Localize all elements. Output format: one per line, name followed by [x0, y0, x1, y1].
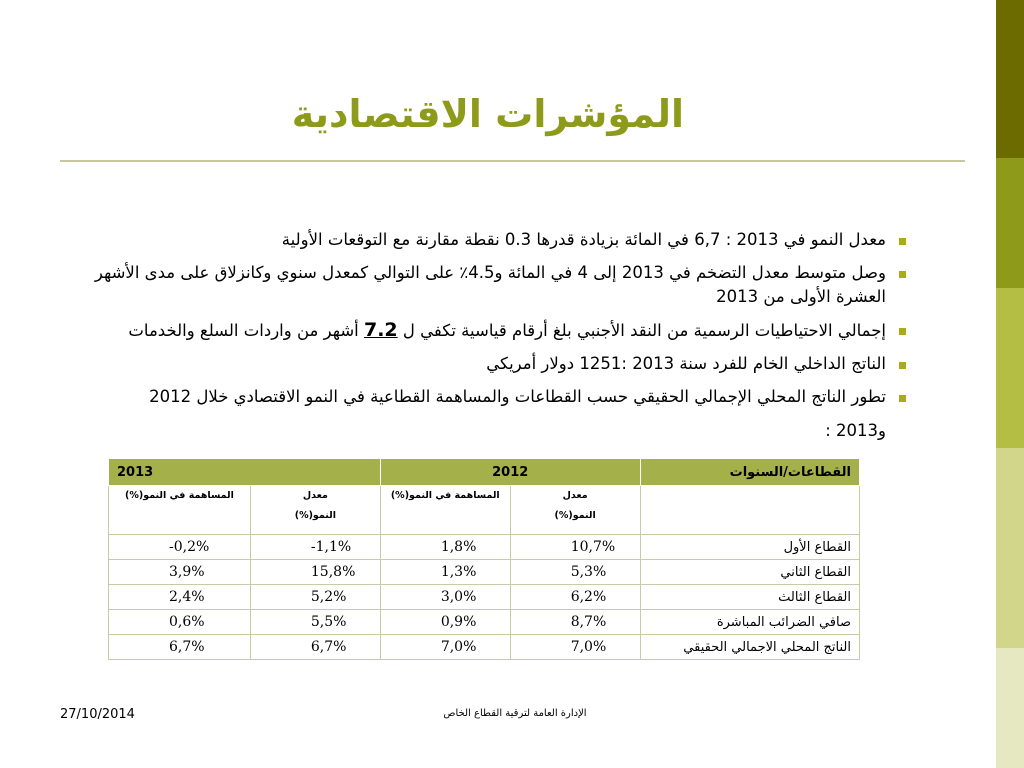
square-bullet-icon — [899, 362, 906, 369]
sector-name: الناتج المحلي الاجمالي الحقيقي — [640, 635, 859, 660]
bullet-continuation: و2013 : — [825, 421, 886, 440]
bullet-text: معدل النمو في 2013 : 6,7 في المائة بزيادة قدرها 0.3 نقطة مقارنة مع التوقعات الأولية — [281, 230, 886, 249]
header-year-2012: 2012 — [380, 459, 640, 486]
growth-2013-cell: 5,2% — [250, 585, 380, 610]
subheader-empty — [640, 486, 859, 535]
table-row — [109, 585, 860, 610]
growth-2013-cell: 5,5% — [250, 610, 380, 635]
sector-name: صافي الضرائب المباشرة — [640, 610, 859, 635]
subheader-contrib-2012: المساهمة في النمو(%) — [380, 486, 510, 535]
contrib-2013-cell: 0,6% — [109, 610, 251, 635]
header-sectors: القطاعات/السنوات — [640, 459, 859, 486]
bullet-item — [82, 318, 912, 343]
square-bullet-icon — [899, 395, 906, 402]
square-bullet-icon — [899, 271, 906, 278]
contrib-2013-cell: 2,4% — [109, 585, 251, 610]
square-bullet-icon — [899, 238, 906, 245]
bullet-item — [82, 352, 912, 376]
growth-2013-cell: -1,1% — [250, 535, 380, 560]
sector-name: القطاع الثالث — [640, 585, 859, 610]
sector-name: القطاع الثاني — [640, 560, 859, 585]
table-row — [109, 535, 860, 560]
bullet-text: وصل متوسط معدل التضخم في 2013 إلى 4 في المائة و4.5٪ على التوالي كمعدل سنوي وكانزلاق على مدى الأشهر العشرة الأولى من 2013 — [94, 263, 886, 306]
growth-2012-cell: 8,7% — [510, 610, 640, 635]
table-row — [109, 635, 860, 660]
contrib-2012-cell: 7,0% — [380, 635, 510, 660]
contrib-2013-cell: 3,9% — [109, 560, 251, 585]
contrib-2013-cell: 6,7% — [109, 635, 251, 660]
bullet-item — [82, 261, 912, 309]
growth-2012-cell: 7,0% — [510, 635, 640, 660]
footer-organization: الإدارة العامة لترقية القطاع الخاص — [443, 708, 587, 719]
table-subheader-row — [109, 486, 860, 535]
title-divider — [60, 160, 965, 162]
subheader-text: النمو(%) — [294, 510, 336, 521]
growth-2013-cell: 15,8% — [250, 560, 380, 585]
subheader-text: النمو(%) — [554, 510, 596, 521]
side-bar-segment — [996, 0, 1024, 158]
bullet-list — [82, 228, 912, 452]
decorative-side-bars — [996, 0, 1024, 768]
side-bar-segment — [996, 288, 1024, 448]
subheader-contrib-2013: المساهمة في النمو(%) — [109, 486, 251, 535]
side-bar-segment — [996, 158, 1024, 288]
header-year-2013: 2013 — [109, 459, 381, 486]
bullet-text: إجمالي الاحتياطيات الرسمية من النقد الأجنبي بلغ أرقام قياسية تكفي ل — [397, 321, 886, 340]
growth-2012-cell: 5,3% — [510, 560, 640, 585]
bullet-text: تطور الناتج المحلي الإجمالي الحقيقي حسب القطاعات والمساهمة القطاعية في النمو الاقتصادي خلال 2012 — [149, 387, 886, 406]
table-row — [109, 560, 860, 585]
contrib-2012-cell: 0,9% — [380, 610, 510, 635]
square-bullet-icon — [899, 328, 906, 335]
contrib-2012-cell: 1,3% — [380, 560, 510, 585]
growth-2012-cell: 6,2% — [510, 585, 640, 610]
footer-date: 27/10/2014 — [60, 707, 135, 722]
growth-2012-cell: 10,7% — [510, 535, 640, 560]
sector-name: القطاع الأول — [640, 535, 859, 560]
contrib-2012-cell: 1,8% — [380, 535, 510, 560]
side-bar-segment — [996, 648, 1024, 768]
subheader-text: معدل — [562, 490, 588, 501]
bullet-item — [82, 385, 912, 443]
contrib-2012-cell: 3,0% — [380, 585, 510, 610]
bullet-item — [82, 228, 912, 252]
sector-growth-table — [108, 458, 860, 660]
highlighted-number: 7.2 — [363, 319, 398, 341]
side-bar-segment — [996, 448, 1024, 648]
bullet-text: الناتج الداخلي الخام للفرد سنة 2013 :1251 دولار أمريكي — [486, 354, 886, 373]
subheader-growth-2012 — [510, 486, 640, 535]
contrib-2013-cell: -0,2% — [109, 535, 251, 560]
table-header-row — [109, 459, 860, 486]
subheader-text: معدل — [302, 490, 328, 501]
subheader-growth-2013 — [250, 486, 380, 535]
growth-2013-cell: 6,7% — [250, 635, 380, 660]
bullet-text: أشهر من واردات السلع والخدمات — [128, 321, 364, 340]
slide-title: المؤشرات الاقتصادية — [291, 92, 684, 136]
table-row — [109, 610, 860, 635]
